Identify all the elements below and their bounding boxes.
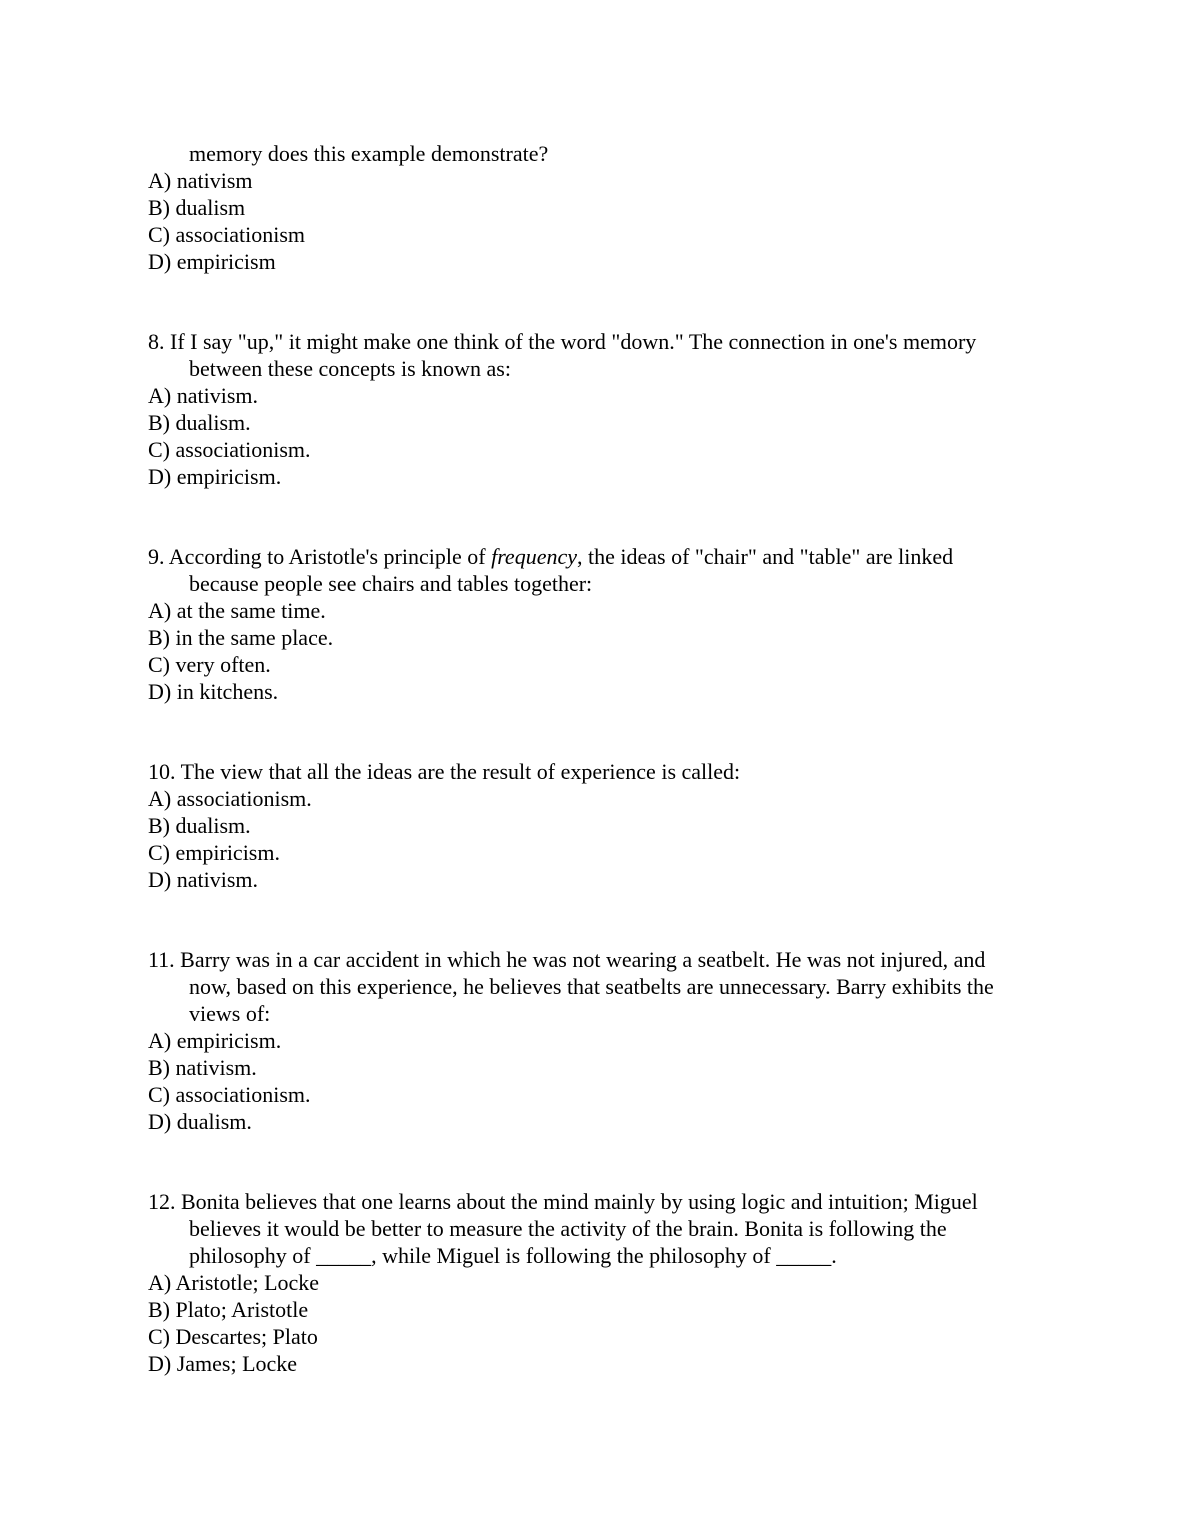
question-stem-line: 8. If I say "up," it might make one think of the word "down." The connection in one's memory bbox=[148, 329, 977, 354]
question-10 bbox=[148, 758, 1058, 893]
question-stem-line: views of: bbox=[189, 1001, 271, 1026]
question-8 bbox=[148, 328, 1058, 490]
question-9 bbox=[148, 543, 1058, 705]
answer-option: B) dualism. bbox=[148, 410, 251, 435]
answer-option: A) nativism bbox=[148, 168, 253, 193]
answer-option: D) James; Locke bbox=[148, 1351, 298, 1376]
question-stem-line: now, based on this experience, he believes that seatbelts are unnecessary. Barry exhibits the bbox=[189, 974, 994, 999]
answer-option: D) empiricism bbox=[148, 249, 276, 274]
question-stem-line bbox=[148, 543, 1058, 570]
answer-option: A) associationism. bbox=[148, 786, 312, 811]
question-stem-text: 9. According to Aristotle's principle of bbox=[148, 544, 492, 569]
question-7-continuation bbox=[148, 140, 1058, 275]
answer-option: B) Plato; Aristotle bbox=[148, 1297, 309, 1322]
answer-option: C) Descartes; Plato bbox=[148, 1324, 318, 1349]
question-stem-line: believes it would be better to measure the activity of the brain. Bonita is following the bbox=[189, 1216, 947, 1241]
document-page bbox=[148, 140, 1058, 1377]
answer-option: B) dualism bbox=[148, 195, 246, 220]
answer-option: D) in kitchens. bbox=[148, 679, 279, 704]
answer-option: C) very often. bbox=[148, 652, 271, 677]
question-stem-line: philosophy of _____, while Miguel is following the philosophy of _____. bbox=[189, 1243, 837, 1268]
question-11 bbox=[148, 946, 1058, 1135]
answer-option: A) at the same time. bbox=[148, 598, 326, 623]
answer-option: A) empiricism. bbox=[148, 1028, 282, 1053]
answer-option: D) nativism. bbox=[148, 867, 258, 892]
italic-term: frequency bbox=[491, 544, 577, 569]
question-stem-line: between these concepts is known as: bbox=[189, 356, 511, 381]
question-stem-line: because people see chairs and tables together: bbox=[189, 571, 593, 596]
question-stem-line: 10. The view that all the ideas are the result of experience is called: bbox=[148, 759, 741, 784]
answer-option: C) associationism bbox=[148, 222, 306, 247]
answer-option: B) in the same place. bbox=[148, 625, 334, 650]
question-stem-line: memory does this example demonstrate? bbox=[189, 141, 549, 166]
answer-option: D) dualism. bbox=[148, 1109, 252, 1134]
answer-option: C) empiricism. bbox=[148, 840, 280, 865]
answer-option: B) nativism. bbox=[148, 1055, 257, 1080]
answer-option: C) associationism. bbox=[148, 437, 311, 462]
question-stem-line: 12. Bonita believes that one learns about the mind mainly by using logic and intuition; Miguel bbox=[148, 1189, 978, 1214]
answer-option: B) dualism. bbox=[148, 813, 251, 838]
question-stem-text: , the ideas of "chair" and "table" are linked bbox=[577, 544, 954, 569]
answer-option: C) associationism. bbox=[148, 1082, 311, 1107]
question-12 bbox=[148, 1188, 1058, 1377]
answer-option: D) empiricism. bbox=[148, 464, 282, 489]
question-stem-line: 11. Barry was in a car accident in which he was not wearing a seatbelt. He was not injured, and bbox=[148, 947, 986, 972]
answer-option: A) Aristotle; Locke bbox=[148, 1270, 320, 1295]
answer-option: A) nativism. bbox=[148, 383, 258, 408]
